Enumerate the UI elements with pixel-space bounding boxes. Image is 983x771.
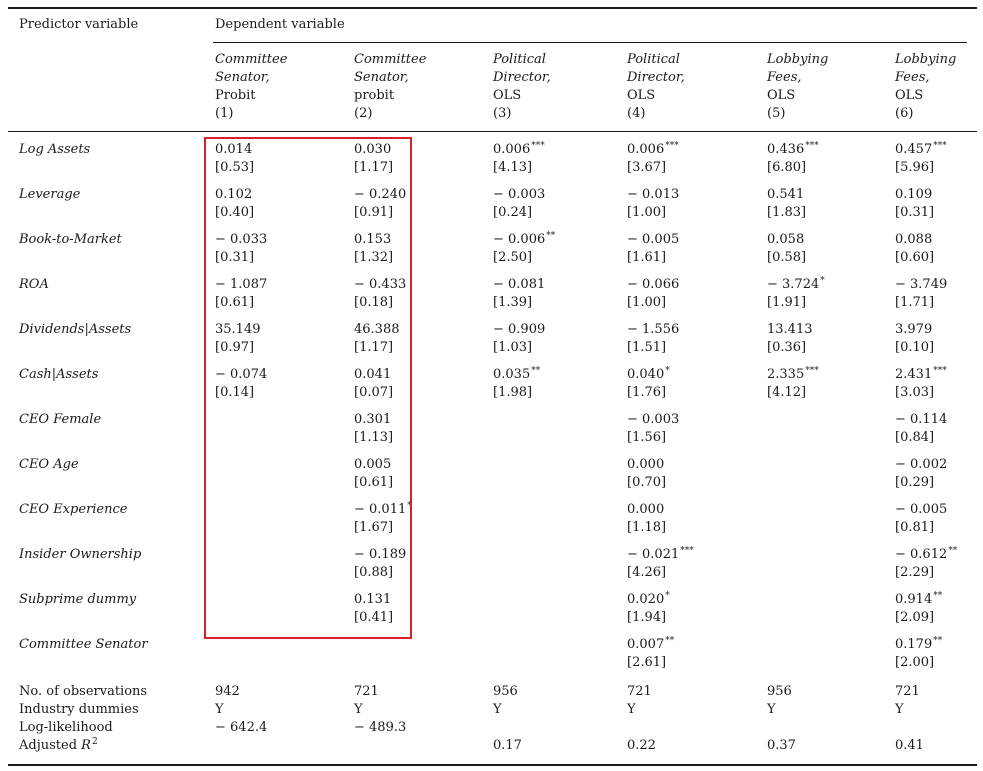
coefficient-value: − 0.612 [895,547,948,562]
row-label: Subprime dummy [19,592,137,607]
column-header-2 [354,51,426,123]
column-header-method: OLS [767,88,796,103]
coefficient [767,321,813,339]
t-statistic: [3.03] [895,385,935,400]
column-header-method: OLS [493,88,522,103]
t-statistic: [6.80] [767,160,807,175]
t-statistic: [0.40] [215,205,255,220]
t-statistic: [1.03] [493,340,533,355]
t-statistic: [0.61] [354,475,394,490]
column-header-line: Political [493,52,546,67]
coefficient-value: 0.058 [767,232,805,247]
column-header-line: Fees, [767,70,802,85]
stat-value: − 642.4 [215,720,268,735]
coefficient [767,276,825,294]
t-statistic: [0.84] [895,430,935,445]
t-statistic: [0.91] [354,205,394,220]
stat-label-superscript: 2 [91,737,98,747]
stat-value: Y [354,702,363,717]
coefficient [493,141,545,159]
column-header-method: OLS [627,88,656,103]
coefficient-value: 35.149 [215,322,261,337]
significance-stars: * [665,366,670,376]
coefficient-value: 13.413 [767,322,813,337]
row-label: Book-to-Market [19,232,122,247]
coefficient [895,456,947,474]
stat-value: 942 [215,684,240,699]
t-statistic: [0.31] [215,250,255,265]
coefficient-value: 0.914 [895,592,933,607]
row-label: CEO Experience [19,502,128,517]
coefficient [493,276,545,294]
coefficient [895,546,957,564]
t-statistic: [0.58] [767,250,807,265]
coefficient-value: 0.035 [493,367,531,382]
coefficient-value: 0.014 [215,142,253,157]
t-statistic: [0.24] [493,205,533,220]
t-statistic: [1.61] [627,250,667,265]
column-header-method: Probit [215,88,256,103]
coefficient-value: 0.020 [627,592,665,607]
coefficient-value: − 0.006 [493,232,546,247]
stat-label-symbol: R [81,738,91,753]
t-statistic: [1.39] [493,295,533,310]
t-statistic: [2.61] [627,655,667,670]
t-statistic: [3.67] [627,160,667,175]
coefficient-value: 0.007 [627,637,665,652]
coefficient [627,591,670,609]
t-statistic: [1.13] [354,430,394,445]
significance-stars: * [820,276,825,286]
coefficient [895,276,947,294]
coefficient-value: 0.131 [354,592,392,607]
coefficient [895,186,932,204]
t-statistic: [0.31] [895,205,935,220]
coefficient-value: 0.102 [215,187,253,202]
coefficient-value: 0.000 [627,457,665,472]
t-statistic: [0.10] [895,340,935,355]
coefficient [627,636,674,654]
column-header-method: OLS [895,88,924,103]
coefficient-value: − 0.003 [627,412,680,427]
column-header-number: (2) [354,106,373,121]
coefficient-value: − 0.005 [895,502,948,517]
coefficient-value: 0.153 [354,232,392,247]
significance-stars: *** [805,141,819,151]
coefficient [767,231,804,249]
stat-value: 0.37 [767,738,796,753]
column-header-1 [215,51,287,123]
coefficient [493,231,555,249]
coefficient-value: 0.000 [627,502,665,517]
t-statistic: [0.70] [627,475,667,490]
column-header-line: Lobbying [895,52,957,67]
t-statistic: [4.12] [767,385,807,400]
row-label: CEO Female [19,412,102,427]
t-statistic: [1.91] [767,295,807,310]
significance-stars: *** [680,546,694,556]
coefficient-value: − 0.074 [215,367,268,382]
column-header-line: Committee [215,52,288,67]
predictor-variable-header: Predictor variable [19,17,139,32]
coefficient-value: − 0.433 [354,277,407,292]
coefficient [493,321,545,339]
t-statistic: [1.51] [627,340,667,355]
t-statistic: [1.76] [627,385,667,400]
coefficient [895,231,932,249]
row-label: ROA [19,277,49,292]
column-header-method: probit [354,88,395,103]
column-header-line: Committee [354,52,427,67]
column-header-5 [767,51,828,123]
row-label: Dividends|Assets [19,322,132,337]
t-statistic: [1.00] [627,295,667,310]
stat-label [19,737,98,755]
coefficient [627,141,679,159]
coefficient [767,186,804,204]
t-statistic: [1.32] [354,250,394,265]
stat-value: 0.41 [895,738,924,753]
t-statistic: [2.00] [895,655,935,670]
significance-stars: * [407,501,412,511]
t-statistic: [2.50] [493,250,533,265]
coefficient [627,411,679,429]
stat-value: − 489.3 [354,720,407,735]
coefficient-value: 0.436 [767,142,805,157]
t-statistic: [0.97] [215,340,255,355]
t-statistic: [1.56] [627,430,667,445]
t-statistic: [1.94] [627,610,667,625]
significance-stars: ** [531,366,541,376]
t-statistic: [0.53] [215,160,255,175]
coefficient [627,276,679,294]
coefficient [895,141,947,159]
stat-value: Y [215,702,224,717]
t-statistic: [0.29] [895,475,935,490]
t-statistic: [1.17] [354,340,394,355]
t-statistic: [0.36] [767,340,807,355]
column-header-number: (5) [767,106,786,121]
row-label: CEO Age [19,457,79,472]
t-statistic: [5.96] [895,160,935,175]
t-statistic: [1.98] [493,385,533,400]
significance-stars: ** [546,231,556,241]
t-statistic: [0.18] [354,295,394,310]
coefficient-value: − 0.033 [215,232,268,247]
coefficient [895,366,947,384]
column-header-line: Senator, [215,70,270,85]
stat-value: 721 [354,684,379,699]
coefficient [627,321,679,339]
coefficient-value: 46.388 [354,322,400,337]
stat-value: Y [895,702,904,717]
coefficient-value: − 3.724 [767,277,820,292]
t-statistic: [1.18] [627,520,667,535]
column-header-line: Director, [493,70,551,85]
t-statistic: [1.71] [895,295,935,310]
coefficient-value: − 3.749 [895,277,948,292]
coefficient-value: − 0.021 [627,547,680,562]
stat-label [19,719,113,737]
column-header-line: Lobbying [767,52,829,67]
stat-value: Y [627,702,636,717]
column-header-line: Political [627,52,680,67]
coefficient-value: 0.030 [354,142,392,157]
coefficient [767,141,819,159]
coefficient [895,636,942,654]
row-label: Log Assets [19,142,91,157]
coefficient [895,501,947,519]
column-header-line: Director, [627,70,685,85]
coefficient-value: 0.005 [354,457,392,472]
t-statistic: [0.81] [895,520,935,535]
column-header-number: (3) [493,106,512,121]
coefficient-value: 0.301 [354,412,392,427]
significance-stars: ** [665,636,675,646]
coefficient-value: 0.457 [895,142,933,157]
coefficient-value: 3.979 [895,322,933,337]
coefficient-value: − 0.081 [493,277,546,292]
t-statistic: [1.83] [767,205,807,220]
coefficient [627,366,670,384]
coefficient-value: − 0.114 [895,412,948,427]
stat-label-text: Log-likelihood [19,720,113,735]
row-label: Leverage [19,187,81,202]
row-label: Cash|Assets [19,367,99,382]
coefficient [627,186,679,204]
t-statistic: [1.17] [354,160,394,175]
t-statistic: [4.13] [493,160,533,175]
stat-value: Y [767,702,776,717]
dependent-rule [213,42,967,43]
significance-stars: *** [933,141,947,151]
t-statistic: [1.00] [627,205,667,220]
significance-stars: *** [933,366,947,376]
coefficient-value: − 0.189 [354,547,407,562]
stat-value: 721 [895,684,920,699]
t-statistic: [1.67] [354,520,394,535]
significance-stars: *** [805,366,819,376]
significance-stars: ** [948,546,958,556]
column-header-4 [627,51,685,123]
coefficient-value: 0.040 [627,367,665,382]
stat-label [19,701,139,719]
column-header-line: Senator, [354,70,409,85]
t-statistic: [2.09] [895,610,935,625]
coefficient [493,366,540,384]
column-header-line: Fees, [895,70,930,85]
t-statistic: [2.29] [895,565,935,580]
stat-label-text [19,738,91,753]
significance-stars: ** [933,591,943,601]
t-statistic: [0.61] [215,295,255,310]
t-statistic: [4.26] [627,565,667,580]
coefficient [895,321,932,339]
coefficient-value: 0.006 [493,142,531,157]
column-header-3 [493,51,551,123]
stat-value: Y [493,702,502,717]
row-label: Committee Senator [19,637,148,652]
coefficient-value: − 0.909 [493,322,546,337]
coefficient-value: − 1.556 [627,322,680,337]
t-statistic: [0.60] [895,250,935,265]
coefficient-value: − 0.240 [354,187,407,202]
coefficient-value: − 0.066 [627,277,680,292]
coefficient [627,546,694,564]
t-statistic: [0.14] [215,385,255,400]
coefficient-value: 0.541 [767,187,805,202]
stat-label [19,683,147,701]
stat-value: 0.17 [493,738,522,753]
coefficient-value: − 0.013 [627,187,680,202]
t-statistic: [0.88] [354,565,394,580]
highlight-box [204,137,412,639]
coefficient-value: − 1.087 [215,277,268,292]
t-statistic: [0.07] [354,385,394,400]
coefficient [767,366,819,384]
coefficient-value: − 0.005 [627,232,680,247]
stat-value: 956 [767,684,792,699]
bottom-rule [8,764,977,766]
row-label: Insider Ownership [19,547,142,562]
coefficient-value: 0.088 [895,232,933,247]
stat-label-word: Adjusted [19,738,82,753]
coefficient-value: 0.179 [895,637,933,652]
coefficient-value: 0.109 [895,187,933,202]
significance-stars: ** [933,636,943,646]
stat-label-text: Industry dummies [19,702,139,717]
coefficient [895,411,947,429]
coefficient-value: 2.431 [895,367,933,382]
significance-stars: *** [665,141,679,151]
coefficient-value: 0.006 [627,142,665,157]
coefficient [627,501,664,519]
coefficient [493,186,545,204]
column-header-6 [895,51,956,123]
stat-value: 956 [493,684,518,699]
significance-stars: * [665,591,670,601]
stat-label-text: No. of observations [19,684,148,699]
column-header-number: (4) [627,106,646,121]
coefficient-value: − 0.011 [354,502,407,517]
stat-value: 0.22 [627,738,656,753]
stat-value: 721 [627,684,652,699]
coefficient [895,591,942,609]
top-rule [8,7,977,9]
coefficient-value: 2.335 [767,367,805,382]
t-statistic: [0.41] [354,610,394,625]
coefficient-value: − 0.002 [895,457,948,472]
column-header-number: (6) [895,106,914,121]
coefficient-value: 0.041 [354,367,392,382]
coefficient [627,456,664,474]
coefficient-value: − 0.003 [493,187,546,202]
header-rule [8,131,977,132]
column-header-number: (1) [215,106,234,121]
dependent-variable-header: Dependent variable [215,17,345,32]
significance-stars: *** [531,141,545,151]
coefficient [627,231,679,249]
